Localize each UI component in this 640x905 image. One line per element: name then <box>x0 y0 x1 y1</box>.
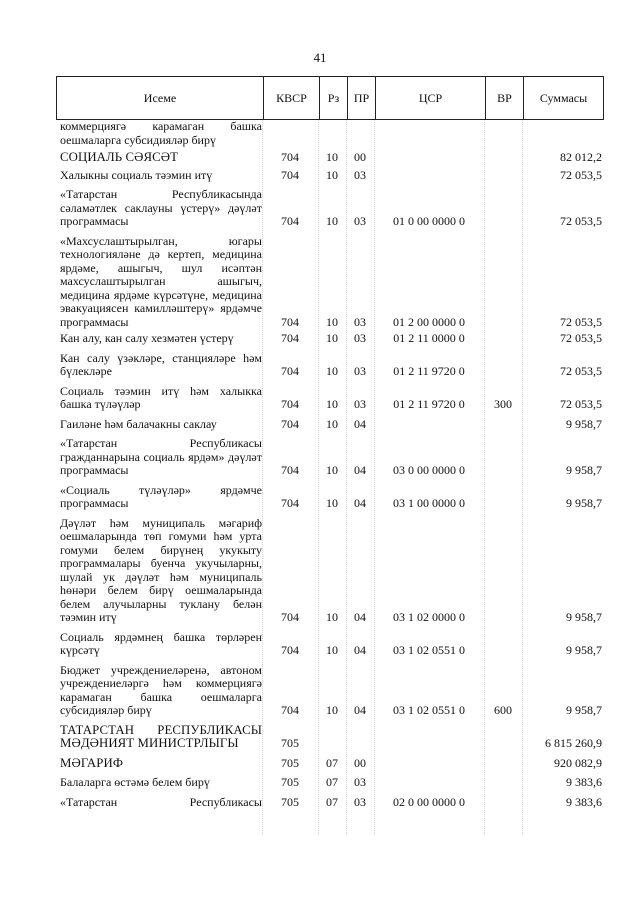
table-row <box>56 631 604 658</box>
row-sum: 9 958,7 <box>566 703 602 717</box>
row-sum: 920 082,9 <box>554 755 602 770</box>
table-row <box>56 235 604 330</box>
row-kvsr: 704 <box>281 416 299 431</box>
row-pr: 04 <box>354 610 366 624</box>
row-rz: 10 <box>326 643 338 657</box>
row-name: Гаиләне һәм балачакны саклау <box>60 416 217 431</box>
row-name: Бюджет учреждениеләренә, автоном учреждениеләргә һәм коммерциягә карамаган башка оешмаларга субсидияләр бирү <box>60 662 262 717</box>
row-pr: 03 <box>354 397 366 411</box>
row-pr: 03 <box>354 794 366 809</box>
header-name: Исеме <box>143 91 177 105</box>
row-kvsr: 705 <box>281 794 299 809</box>
page-number: 41 <box>313 50 327 65</box>
table-row <box>56 437 604 478</box>
row-kvsr: 704 <box>281 643 299 657</box>
row-kvsr: 704 <box>281 703 299 717</box>
row-name: Дәүләт һәм муниципаль мәгариф оешмаларында төп гомуми һәм урта гомуми белем бирүнең укукыту программалары буенча укучыларны, шулай ук дәүләт һәм муниципаль һөнәри белем бирү оешмаларында белем алучыларны туклану белән тәэмин итү <box>60 515 262 624</box>
row-name: «Татарстан Республикасы <box>60 794 262 809</box>
row-csr: 03 1 02 0551 0 <box>393 643 465 657</box>
row-csr: 03 1 02 0551 0 <box>393 703 465 717</box>
header-sum: Суммасы <box>523 77 603 119</box>
row-kvsr: 704 <box>281 331 299 345</box>
row-kvsr: 704 <box>281 610 299 624</box>
row-rz: 10 <box>326 703 338 717</box>
header-kvsr: КВСР <box>263 77 319 119</box>
row-rz: 10 <box>326 496 338 510</box>
row-rz: 10 <box>326 463 338 477</box>
row-pr: 03 <box>354 167 366 182</box>
row-pr: 03 <box>354 364 366 378</box>
row-csr: 02 0 00 0000 0 <box>393 794 465 809</box>
row-kvsr: 705 <box>281 736 299 750</box>
row-name: Кан салу үзәкләре, станцияләре һәм бүлекләре <box>60 350 262 378</box>
row-name: Балаларга өстәмә белем бирү <box>60 775 210 789</box>
row-rz: 10 <box>326 416 338 431</box>
row-name: «Махсуслаштырылган, югары технологияләне дә кертеп, медицина ярдәме, ашыгыч, шул исәптән махсуслаштырылган ашыгыч, медицина ярдәме күрсәтүне, медицина эвакуациясен камилләштерү» ярдәмче программасы <box>60 233 262 329</box>
table-row <box>56 418 604 432</box>
table-row <box>56 484 604 511</box>
row-kvsr: 704 <box>281 314 299 329</box>
header-csr: ЦСР <box>375 77 485 119</box>
row-pr: 04 <box>354 643 366 657</box>
row-kvsr: 704 <box>281 167 299 182</box>
row-pr: 00 <box>354 150 366 164</box>
row-rz: 10 <box>326 397 338 411</box>
row-name: Кан алу, кан салу хезмәтен үстерү <box>60 331 234 345</box>
row-kvsr: 704 <box>281 364 299 378</box>
row-rz: 07 <box>326 755 338 770</box>
row-csr: 03 1 02 0000 0 <box>393 610 465 624</box>
row-pr: 04 <box>354 463 366 477</box>
table-row <box>56 120 604 147</box>
row-kvsr: 704 <box>281 496 299 510</box>
row-sum: 72 053,5 <box>560 364 602 378</box>
row-name: Социаль тәэмин итү һәм халыкка башка түләүләр <box>60 383 262 411</box>
table-row <box>56 385 604 412</box>
row-pr: 04 <box>354 496 366 510</box>
table-header <box>56 76 604 120</box>
table-row <box>56 724 604 751</box>
row-pr: 03 <box>354 331 366 345</box>
row-rz: 10 <box>326 150 338 164</box>
row-rz: 10 <box>326 610 338 624</box>
row-vr: 600 <box>494 703 512 717</box>
header-pr: ПР <box>347 77 375 119</box>
row-csr: 01 2 11 9720 0 <box>393 397 465 411</box>
row-rz: 10 <box>326 364 338 378</box>
row-sum: 9 383,6 <box>566 775 602 789</box>
row-kvsr: 705 <box>281 775 299 789</box>
row-sum: 9 383,6 <box>566 794 602 809</box>
row-sum: 82 012,2 <box>560 150 602 164</box>
row-kvsr: 704 <box>281 397 299 411</box>
row-csr: 01 2 11 0000 0 <box>393 331 465 345</box>
header-vr: ВР <box>485 77 523 119</box>
table-row <box>56 169 604 183</box>
row-rz: 10 <box>326 314 338 329</box>
row-sum: 72 053,5 <box>560 167 602 182</box>
row-kvsr: 704 <box>281 150 299 164</box>
row-vr: 300 <box>494 397 512 411</box>
row-rz: 10 <box>326 331 338 345</box>
table-body <box>56 120 604 815</box>
row-pr: 03 <box>354 775 366 789</box>
row-sum: 72 053,5 <box>560 314 602 329</box>
row-csr: 01 0 00 0000 0 <box>393 214 465 228</box>
row-kvsr: 704 <box>281 463 299 477</box>
row-rz: 10 <box>326 167 338 182</box>
row-csr: 03 0 00 0000 0 <box>393 463 465 477</box>
row-sum: 9 958,7 <box>566 496 602 510</box>
row-sum: 6 815 260,9 <box>545 736 602 750</box>
row-rz: 10 <box>326 214 338 228</box>
row-sum: 9 958,7 <box>566 463 602 477</box>
row-sum: 72 053,5 <box>560 214 602 228</box>
row-sum: 9 958,7 <box>566 610 602 624</box>
table-row <box>56 796 604 810</box>
row-name: МӘГАРИФ <box>60 755 124 770</box>
row-sum: 72 053,5 <box>560 397 602 411</box>
row-pr: 03 <box>354 314 366 329</box>
row-pr: 04 <box>354 703 366 717</box>
row-rz: 07 <box>326 794 338 809</box>
table-row <box>56 352 604 379</box>
table-row <box>56 664 604 718</box>
table-row <box>56 757 604 771</box>
row-name: «Татарстан Республикасы гражданнарына социаль ярдәм» дәүләт программасы <box>60 436 262 477</box>
row-pr: 00 <box>354 755 366 770</box>
table-row <box>56 151 604 165</box>
table-row <box>56 776 604 790</box>
row-rz: 07 <box>326 775 338 789</box>
row-name: СОЦИАЛЬ СӘЯСӘТ <box>60 150 179 164</box>
table-row <box>56 332 604 346</box>
row-csr: 01 2 00 0000 0 <box>393 314 465 329</box>
row-sum: 72 053,5 <box>560 331 602 345</box>
row-name: ТАТАРСТАН РЕСПУБЛИКАСЫ МӘДӘНИЯТ МИНИСТРЛЫГЫ <box>60 722 262 750</box>
row-name: Халыкны социаль тәэмин итү <box>60 167 213 182</box>
row-name: Социаль ярдәмнең башка төрләрен күрсәтү <box>60 629 262 657</box>
header-rz: Рз <box>319 77 347 119</box>
row-sum: 9 958,7 <box>566 416 602 431</box>
row-csr: 03 1 00 0000 0 <box>393 496 465 510</box>
row-pr: 04 <box>354 416 366 431</box>
row-kvsr: 705 <box>281 755 299 770</box>
table-row <box>56 188 604 229</box>
row-csr: 01 2 11 9720 0 <box>393 364 465 378</box>
row-name: «Социаль түләүләр» ярдәмче программасы <box>60 482 262 510</box>
row-name: коммерциягә карамаган башка оешмаларга субсидияләр бирү <box>60 119 262 147</box>
table-row <box>56 517 604 625</box>
row-sum: 9 958,7 <box>566 643 602 657</box>
row-pr: 03 <box>354 214 366 228</box>
row-kvsr: 704 <box>281 214 299 228</box>
row-name: «Татарстан Республикасында сәламәтлек саклауны үстерү» дәүләт программасы <box>60 187 262 228</box>
